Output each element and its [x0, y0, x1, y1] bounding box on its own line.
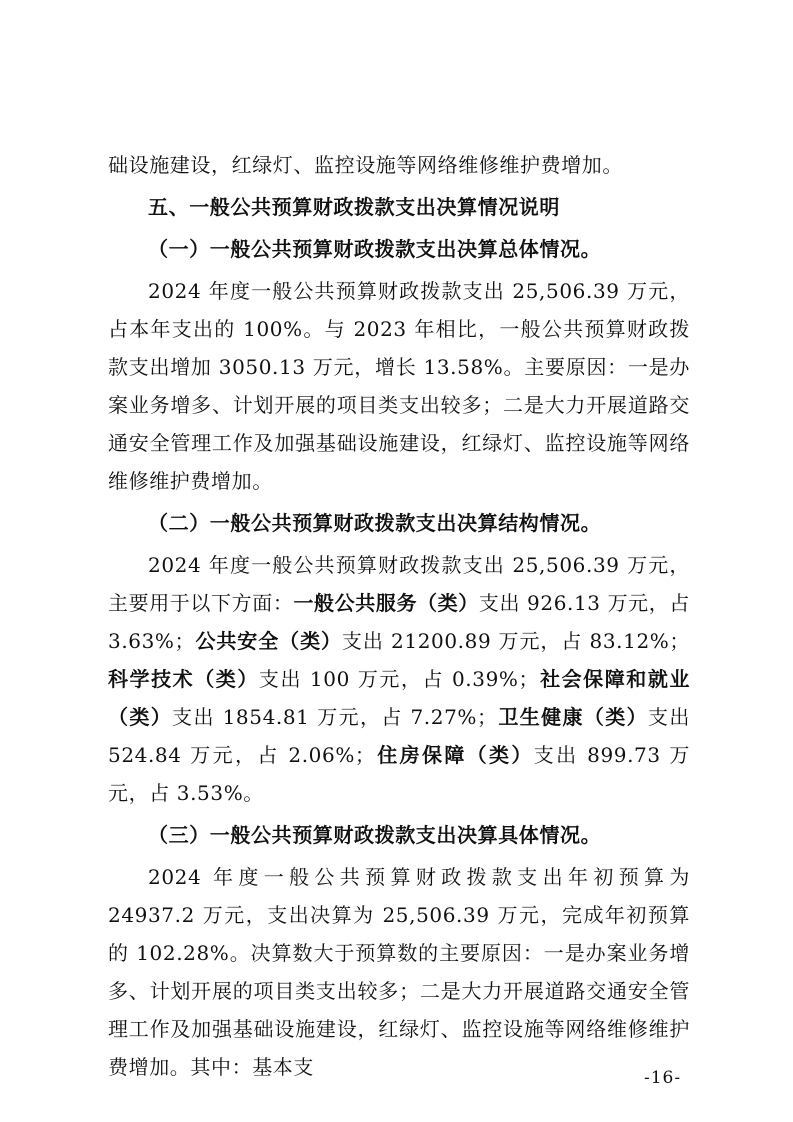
subsection-1-paragraph: 2024 年度一般公共预算财政拨款支出 25,506.39 万元，占本年支出的 100%。与 2023 年相比，一般公共预算财政拨款支出增加 3050.13 万元，增长 13.58%。主要原因：一是办案业务增多、计划开展的项目类支出较多；二是大力开展道路交通安全管理工作及加强基础设施建设，红绿灯、监控设施等网络维修维护费增加。	[108, 279, 690, 493]
section-heading: 五、一般公共预算财政拨款支出决算情况说明	[148, 195, 560, 219]
category-label: 卫生健康（类）	[497, 705, 649, 729]
category-detail: 支出 926.13 万元，占 3.63%；	[108, 591, 690, 653]
document-body	[108, 146, 690, 1086]
category-label: 公共安全（类）	[195, 629, 342, 653]
subsection-3-title: （三）一般公共预算财政拨款支出决算具体情况。	[148, 823, 602, 847]
category-detail: 支出 1854.81 万元，占 7.27%；	[172, 705, 498, 729]
category-detail: 支出 100 万元，占 0.39%；	[258, 667, 540, 691]
page-number: -16-	[644, 1068, 682, 1088]
category-label: 科学技术（类）	[108, 667, 259, 691]
category-detail: 支出 524.84 万元，占 2.06%；	[108, 705, 690, 767]
category-detail: 支出 899.73 万元，占 3.53%。	[108, 743, 691, 805]
category-label: 社会保障和就业（类）	[108, 667, 691, 729]
category-label: 一般公共服务（类）	[293, 591, 479, 615]
category-label: 住房保障（类）	[375, 743, 534, 767]
subsection-3-paragraph: 2024 年度一般公共预算财政拨款支出年初预算为 24937.2 万元，支出决算为 25,506.39 万元，完成年初预算的 102.28%。决算数大于预算数的主要原因：一是办案业务增多、计划开展的项目类支出较多；二是大力开展道路交通安全管理工作及加强基础设施建设，红绿灯、监控设施等网络维修维护费增加。其中：基本支	[108, 865, 690, 1079]
subsection-2-title: （二）一般公共预算财政拨款支出决算结构情况。	[148, 511, 602, 535]
structure-intro: 2024 年度一般公共预算财政拨款支出 25,506.39 万元，主要用于以下方面：	[108, 553, 690, 615]
category-detail: 支出 21200.89 万元，占 83.12%；	[341, 629, 690, 653]
subsection-1-title: （一）一般公共预算财政拨款支出决算总体情况。	[148, 237, 602, 261]
continuation-paragraph: 础设施建设，红绿灯、监控设施等网络维修维护费增加。	[108, 153, 623, 177]
subsection-2-paragraph	[108, 546, 690, 812]
